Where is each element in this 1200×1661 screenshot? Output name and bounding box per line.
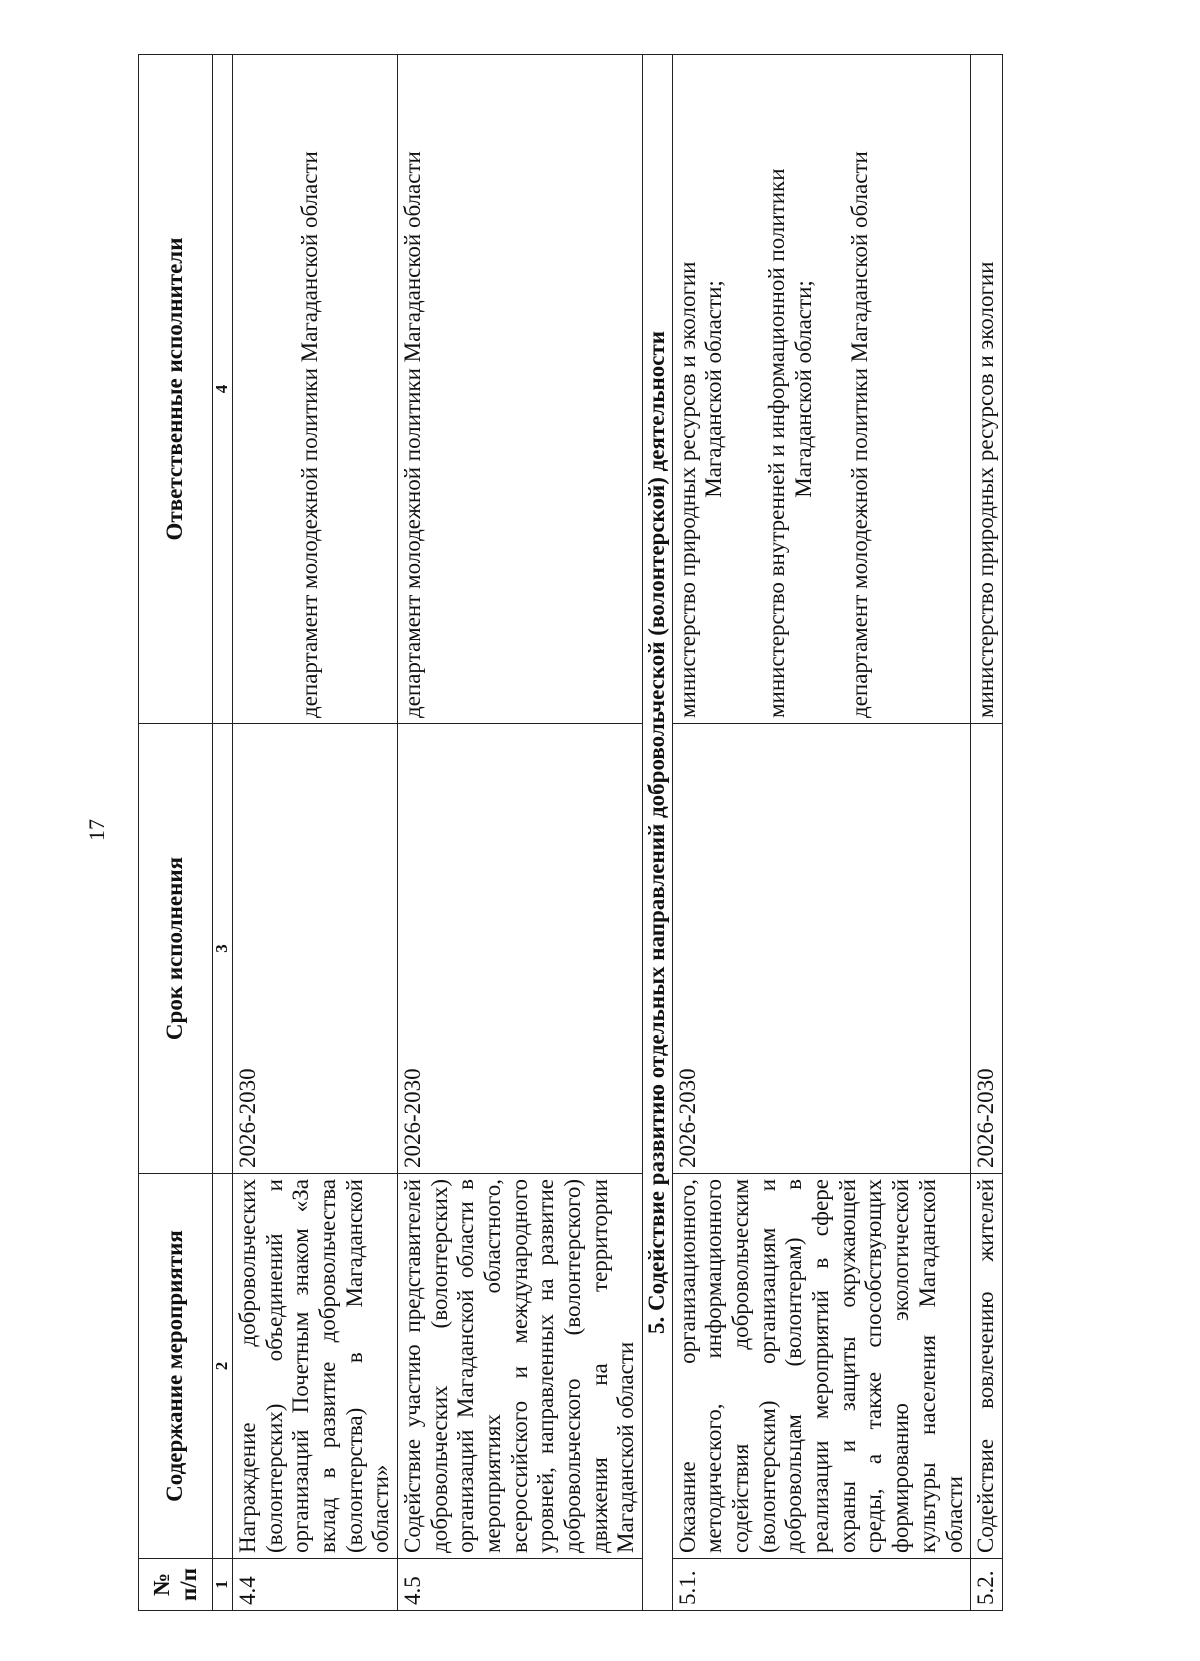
header-term: Срок исполнения xyxy=(139,724,213,1174)
column-number: 3 xyxy=(213,724,233,1174)
row-term: 2026-2030 xyxy=(672,724,970,1174)
row-responsible: департамент молодежной политики Магаданской области xyxy=(398,55,643,724)
row-number: 4.4 xyxy=(233,1559,398,1611)
table-row xyxy=(672,55,970,1611)
table-row xyxy=(398,55,643,1611)
responsible-text: департамент молодежной политики Магаданской области xyxy=(297,151,323,718)
column-number: 2 xyxy=(213,1174,233,1559)
header-content: Содержание мероприятия xyxy=(139,1174,213,1559)
row-content: Оказание организационного, методического, информационного содействия добровольческим (волонтерским) организациям и добровольцам (волонтерам) в реализации мероприятий в сфере охраны и защиты окружающей среды, а также способствующих формированию экологической культуры населения Магаданской области xyxy=(672,1174,970,1559)
section-heading-row xyxy=(643,55,673,1611)
row-responsible xyxy=(672,55,970,724)
action-plan-table xyxy=(138,54,1003,1611)
row-responsible xyxy=(233,55,398,724)
header-responsible: Ответственные исполнители xyxy=(139,55,213,724)
row-term: 2026-2030 xyxy=(971,724,1003,1174)
row-content: Награждение добровольческих (волонтерских) объединений и организаций Почетным знаком «За вклад в развитие добровольчества (волонтерства) в Магаданской области» xyxy=(233,1174,398,1559)
column-numbers-row xyxy=(213,55,233,1611)
responsible-line: департамент молодежной политики Магаданской области xyxy=(847,151,873,718)
responsible-line: Магаданской области; xyxy=(701,280,727,498)
row-responsible: министерство природных ресурсов и экологии xyxy=(971,55,1003,724)
table-row xyxy=(233,55,398,1611)
responsible-line: министерство природных ресурсов и экологии xyxy=(674,261,700,718)
responsible-line: министерство внутренней и информационной политики xyxy=(764,168,790,718)
row-content: Содействие участию представителей добровольческих (волонтерских) организаций Магаданской области в мероприятиях областного, всероссийского и международного уровней, направленных на развитие добровольческого (волонтерского) движения на территории Магаданской области xyxy=(398,1174,643,1559)
row-number: 4.5 xyxy=(398,1559,643,1611)
row-number: 5.1. xyxy=(672,1559,970,1611)
responsible-line: Магаданской области; xyxy=(790,280,816,498)
row-term: 2026-2030 xyxy=(398,724,643,1174)
column-number: 1 xyxy=(213,1559,233,1611)
row-content: Содействие вовлечению жителей xyxy=(971,1174,1003,1559)
column-number: 4 xyxy=(213,55,233,724)
section-title: 5. Содействие развитию отдельных направлений добровольческой (волонтерской) деятельности xyxy=(643,55,673,1611)
page-number: 17 xyxy=(84,819,109,841)
row-number: 5.2. xyxy=(971,1559,1003,1611)
table-row xyxy=(971,55,1003,1611)
row-term: 2026-2030 xyxy=(233,724,398,1174)
table-header-row xyxy=(139,55,213,1611)
header-num: № п/п xyxy=(139,1559,213,1611)
